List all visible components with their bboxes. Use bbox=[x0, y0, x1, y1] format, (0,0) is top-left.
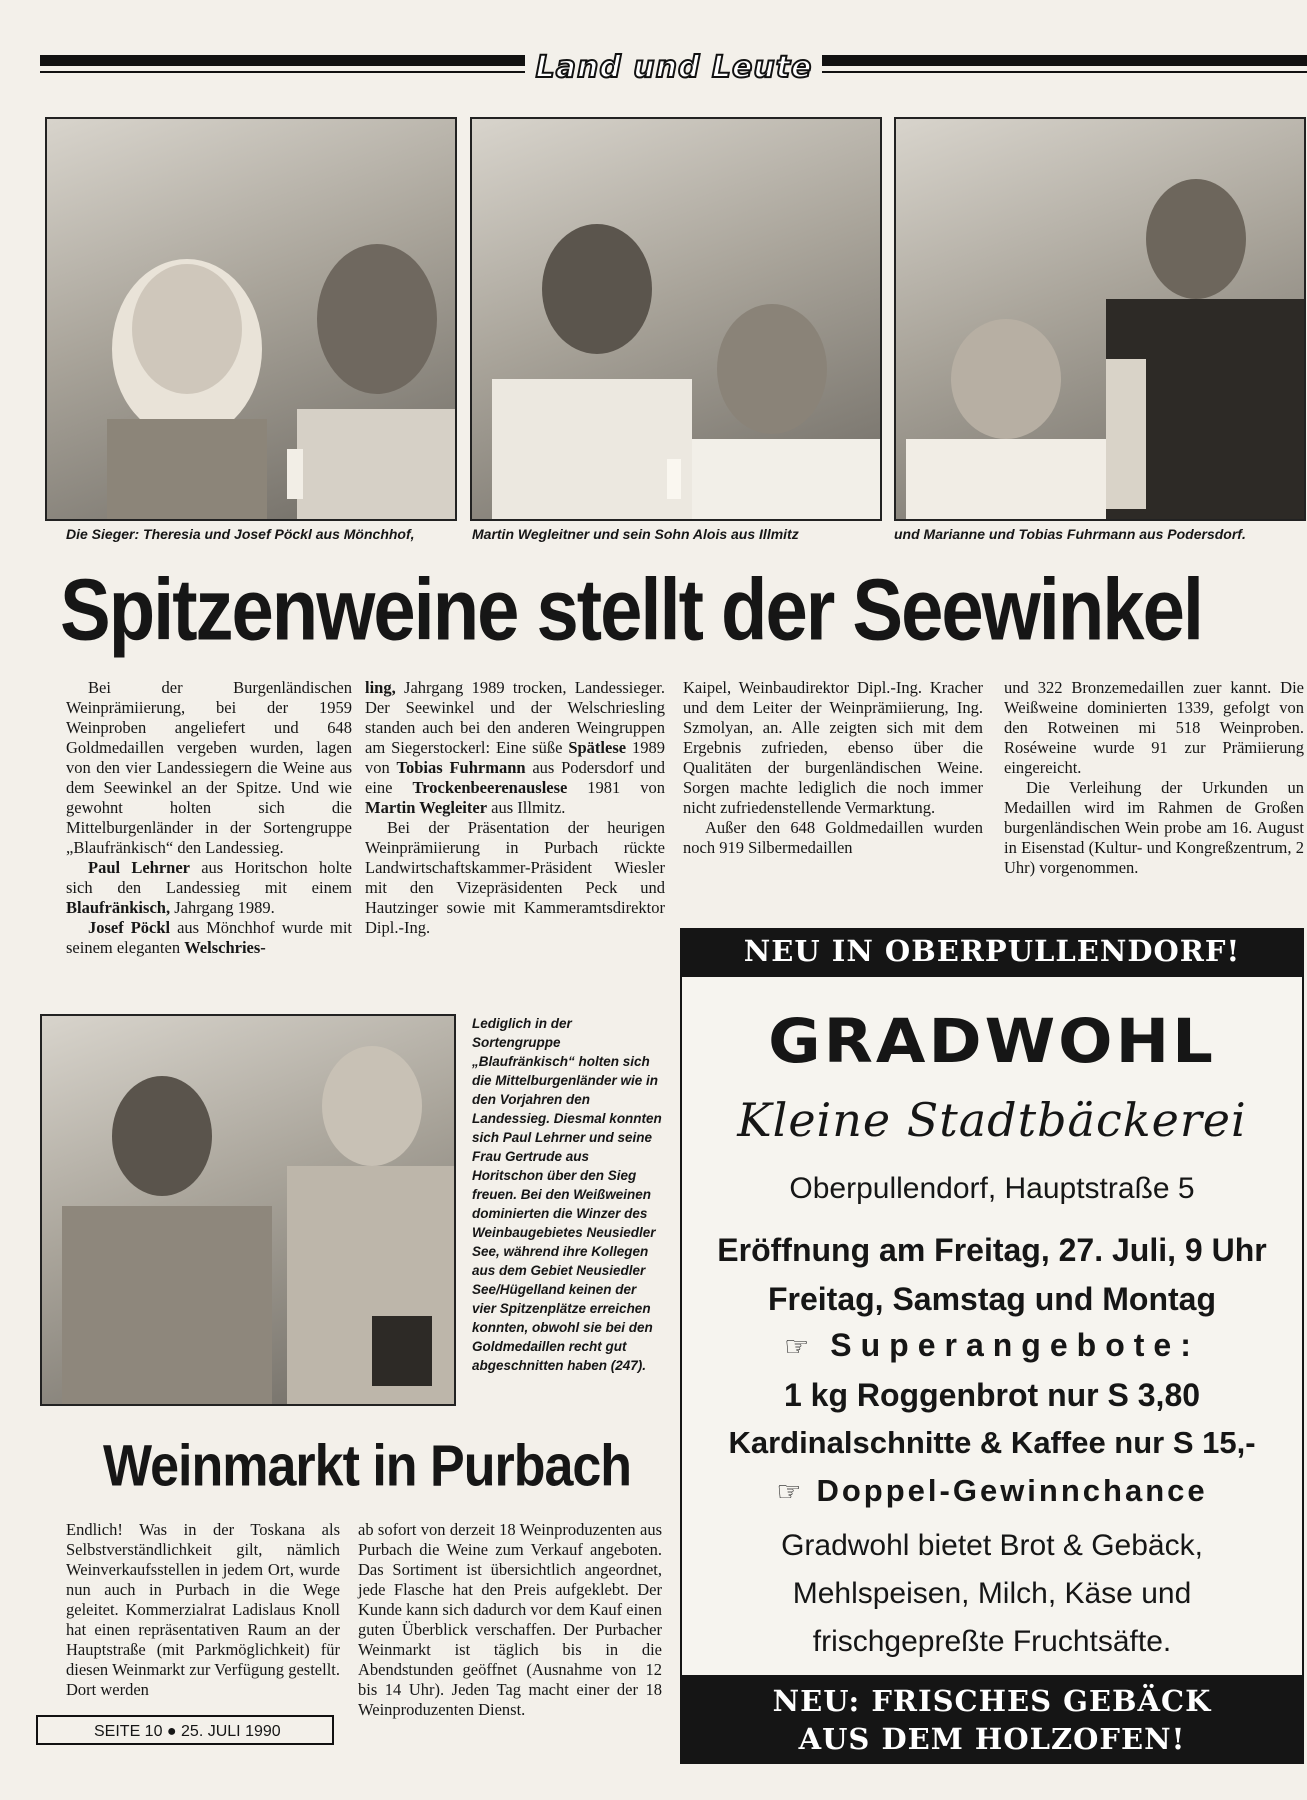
ad-opening: Eröffnung am Freitag, 27. Juli, 9 Uhr bbox=[717, 1232, 1267, 1268]
ad-bottom-line-1: NEU: FRISCHES GEBÄCK bbox=[772, 1684, 1212, 1718]
article1-paragraph: Außer den 648 Goldmedaillen wurden noch 919 Silbermedaillen bbox=[683, 818, 983, 857]
photo-poeckl bbox=[45, 117, 457, 521]
article1-paragraph: Josef Pöckl aus Mönchhof wurde mit seinem eleganten Welschries- bbox=[66, 918, 352, 957]
ad-bottom-banner bbox=[680, 1675, 1304, 1764]
article2-headline: Weinmarkt in Purbach bbox=[103, 1434, 632, 1500]
page-footer: SEITE 10 ● 25. JULI 1990 bbox=[36, 1715, 334, 1745]
main-headline: Spitzenweine stellt der Seewinkel bbox=[60, 561, 1202, 659]
photo-wegleitner bbox=[470, 117, 882, 521]
article2-paragraph: ab sofort von derzeit 18 Weinproduzenten aus Purbach die Weine zum Verkauf angeboten. Das Sortiment ist übersichtlich angeordnet, jede Flasche hat den Preis aufgeklebt. Der Kunde kann sich dadurch vor dem Kauf einen guten Überblick verschaffen. Der Purbacher Weinmarkt ist täglich bis in die Abendstunden geöffnet (Ausnahme von 12 bis 14 Uhr). Jeden Tag macht einer der 18 Weinproduzenten Dienst. bbox=[358, 1520, 662, 1719]
article1-paragraph: ling, Jahrgang 1989 trocken, Landessieger. Der Seewinkel und der Welschriesling standen auch bei den anderen Weingruppen am Siegerstockerl: Eine süße Spätlese 1989 von Tobias Fuhrmann aus Podersdorf und eine Trockenbeerenauslese 1981 von Martin Wegleiter aus Illmitz. bbox=[365, 678, 666, 817]
article1-column-1 bbox=[66, 678, 352, 958]
ad-days: Freitag, Samstag und Montag bbox=[767, 1281, 1217, 1317]
ad-top-banner: NEU IN OBERPULLENDORF! bbox=[680, 928, 1304, 975]
ad-subtitle: Kleine Stadtbäckerei bbox=[737, 1093, 1247, 1147]
article1-paragraph: Bei der Präsentation der heurigen Weinprämiierung in Purbach rückte Landwirtschaftskammer-Präsident Wiesler mit den Vizepräsidenten Peck und Hautzinger sowie mit Kammeramtsdirektor Dipl.-Ing. bbox=[365, 818, 665, 937]
pointing-hand-icon: ☞ bbox=[776, 1475, 805, 1508]
ad-offer-1: 1 kg Roggenbrot nur S 3,80 bbox=[783, 1377, 1201, 1413]
ad-body bbox=[680, 975, 1304, 1679]
article1-column-4 bbox=[1004, 678, 1304, 878]
header-rule-left bbox=[40, 55, 525, 66]
article2-column-2 bbox=[358, 1520, 662, 1720]
ad-description-3: frischgepreßte Fruchtsäfte. bbox=[812, 1625, 1172, 1658]
header-rule-right-thin bbox=[822, 71, 1307, 73]
photo-fuhrmann bbox=[894, 117, 1306, 521]
photo-side-caption: Lediglich in der Sortengruppe „Blaufränkisch“ holten sich die Mittelburgenländer wie in den Vorjahren den Landessieg. Diesmal konnten sich Paul Lehrner und seine Frau Gertrude aus Horitschon über den Sieg freuen. Bei den Weißweinen dominierten die Winzer des Weinbaugebietes Neusiedler See, während ihre Kollegen aus dem Gebiet Neusiedler See/Hügelland keinen der vier Spitzenplätze erreichen konnten, obwohl sie bei den Goldmedaillen recht gut abgeschnitten haben (247). bbox=[472, 1016, 662, 1373]
article2-column-1 bbox=[66, 1520, 340, 1700]
pointing-hand-icon: ☞ bbox=[784, 1330, 819, 1363]
header-rule-right bbox=[822, 55, 1307, 66]
ad-address: Oberpullendorf, Hauptstraße 5 bbox=[789, 1172, 1195, 1205]
caption-photo2: Martin Wegleitner und sein Sohn Alois aus Illmitz bbox=[472, 526, 799, 542]
article1-paragraph: Bei der Burgenländischen Weinprämiierung, bei der 1959 Weinproben angeliefert und 648 Goldmedaillen vergeben wurden, lagen von den vier Landessiegern die Weine aus dem Seewinkel an der Spitze. Und wie gewohnt holten sich die Mittelburgenländer in der Sortengruppe „Blaufränkisch“ den Landessieg. bbox=[66, 678, 352, 857]
article2-paragraph: Endlich! Was in der Toskana als Selbstverständlichkeit gilt, nämlich Weinverkaufsstellen in jedem Ort, wurde nun auch in Purbach in die Wege geleitet. Kommerzialrat Ladislaus Knoll hat einen repräsentativen Raum an der Hauptstraße (mit Parkmöglichkeit) für diesen Weinmarkt zur Verfügung gestellt. Dort werden bbox=[66, 1520, 340, 1699]
ad-description-1: Gradwohl bietet Brot & Gebäck, bbox=[781, 1529, 1203, 1562]
ad-offers-label-row bbox=[682, 1327, 1302, 1364]
ad-description-2: Mehlspeisen, Milch, Käse und bbox=[792, 1577, 1192, 1610]
article1-paragraph: Paul Lehrner aus Horitschon holte sich den Landessieg mit einem Blaufränkisch, Jahrgang 1989. bbox=[66, 858, 352, 917]
ad-brand: GRADWOHL bbox=[768, 1006, 1216, 1078]
ad-offer-3: Doppel-Gewinnchance bbox=[816, 1473, 1208, 1508]
header-rule-left-thin bbox=[40, 71, 525, 73]
article1-paragraph: und 322 Bronzemedaillen zuer kannt. Die Weißweine dominierten 1339, gefolgt von den Rotweinen mi 518 Weinproben. Roséweine wurde 91 zur Prämiierung eingereicht. bbox=[1004, 678, 1304, 777]
section-title: Land und Leute bbox=[535, 50, 813, 85]
article1-column-2 bbox=[365, 678, 665, 938]
ad-offer-3-row bbox=[682, 1473, 1302, 1509]
article1-column-3 bbox=[683, 678, 983, 858]
article1-paragraph: Kaipel, Weinbaudirektor Dipl.-Ing. Kracher und dem Leiter der Weinprämiierung, Ing. Szmolyan, an. Alle zeigten sich mit dem Ergebnis zufrieden, ebenso über die Qualitäten der burgenländischen Weine. Sorgen machte lediglich die noch immer nicht zufriedenstellende Vermarktung. bbox=[683, 678, 983, 817]
ad-bottom-line-2: AUS DEM HOLZOFEN! bbox=[798, 1722, 1186, 1756]
article1-paragraph: Die Verleihung der Urkunden un Medaillen wird im Rahmen de Großen burgenländischen Wein probe am 16. August in Eisenstad (Kultur- und Kongreßzentrum, 2 Uhr) vorgenommen. bbox=[1004, 778, 1304, 877]
photo-lehrner bbox=[40, 1014, 456, 1406]
gradwohl-ad bbox=[680, 928, 1304, 1764]
caption-photo1: Die Sieger: Theresia und Josef Pöckl aus Mönchhof, bbox=[66, 526, 415, 542]
ad-offer-2: Kardinalschnitte & Kaffee nur S 15,- bbox=[728, 1425, 1256, 1460]
ad-offers-label: Superangebote: bbox=[830, 1327, 1200, 1363]
caption-photo3: und Marianne und Tobias Fuhrmann aus Podersdorf. bbox=[894, 526, 1246, 542]
